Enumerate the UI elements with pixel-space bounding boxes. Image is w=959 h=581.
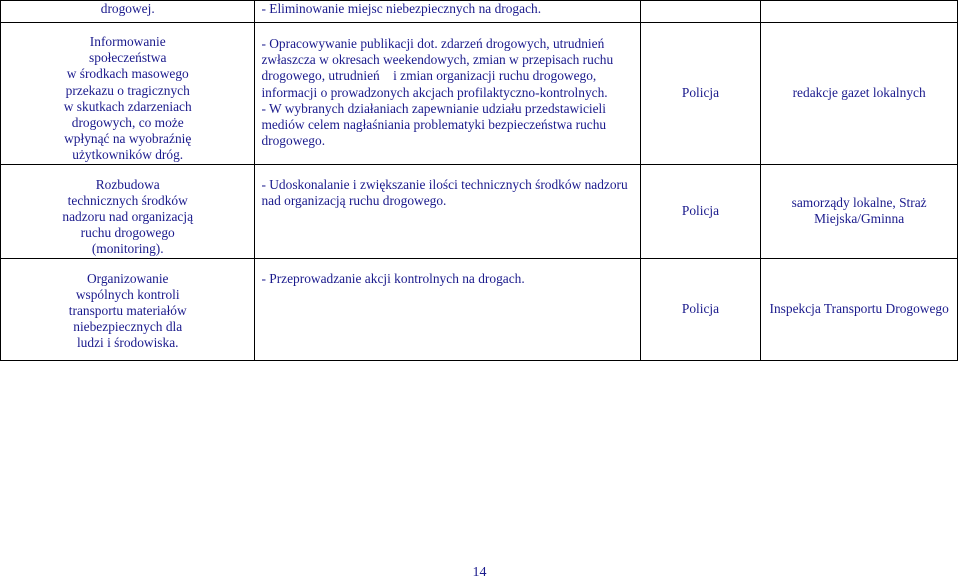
action-cell (255, 1, 640, 23)
objective-line: przekazu o tragicznych (65, 82, 190, 98)
objective-cell (1, 164, 255, 258)
objective-line: społeczeństwa (89, 50, 167, 66)
objective-line: transportu materiałów (68, 303, 187, 319)
responsible-cell (640, 23, 761, 165)
table-row (1, 164, 958, 258)
objective-cell (1, 258, 255, 360)
action-line: - Opracowywanie publikacji dot. zdarzeń drogowych, utrudnień (261, 36, 605, 51)
action-line: drogowego, utrudnień i zmian organizacji ruchu drogowego, (261, 68, 597, 84)
action-cell (255, 164, 640, 258)
responsible-cell (640, 164, 761, 258)
objective-line: Organizowanie (86, 270, 169, 286)
action-cell (255, 258, 640, 360)
partner-line: samorządy lokalne, Straż (791, 194, 927, 210)
objective-line: w środkach masowego (66, 66, 189, 82)
action-line: - Udoskonalanie i zwiększanie ilości technicznych środków nadzoru (261, 176, 628, 192)
objective-line: (monitoring). (91, 241, 164, 257)
responsible-text: Policja (681, 203, 720, 219)
objective-line: w skutkach zdarzeniach (63, 98, 192, 114)
objective-line: drogowych, co może (71, 115, 184, 131)
objective-line: nadzoru nad organizacją (62, 209, 194, 225)
action-cell (255, 23, 640, 165)
table-row (1, 258, 958, 360)
partner-cell (761, 164, 958, 258)
objective-line: wpłynąć na wyobraźnię (64, 131, 192, 147)
action-line: informacji o prowadzonych akcjach profilaktyczno-kontrolnych. (261, 84, 608, 100)
action-line: - Przeprowadzanie akcji kontrolnych na drogach. (261, 270, 525, 286)
table-row (1, 23, 958, 165)
action-line: mediów celem nagłaśniania problematyki bezpieczeństwa ruchu (261, 117, 607, 133)
action-line: drogowego. (261, 133, 326, 149)
objective-line: ludzi i środowiska. (76, 335, 179, 351)
responsible-cell (640, 1, 761, 23)
objective-line: ruchu drogowego (80, 225, 175, 241)
objective-line: niebezpiecznych dla (73, 319, 183, 335)
objective-line: technicznych środków (67, 192, 188, 208)
action-line: nad organizacją ruchu drogowego. (261, 192, 447, 208)
responsible-text: Policja (681, 85, 720, 101)
objective-cell (1, 23, 255, 165)
partner-line: Miejska/Gminna (814, 211, 905, 227)
action-text: - Eliminowanie miejsc niebezpiecznych na drogach. (261, 1, 542, 16)
objective-line: Rozbudowa (95, 176, 160, 192)
objective-text: drogowej. (100, 1, 155, 16)
partner-text: Inspekcja Transportu Drogowego (769, 301, 949, 317)
objective-line: użytkowników dróg. (72, 147, 184, 163)
action-line: - W wybranych działaniach zapewnianie udziału przedstawicieli (261, 100, 606, 116)
partner-cell (761, 1, 958, 23)
responsible-cell (640, 258, 761, 360)
partner-cell (761, 258, 958, 360)
partner-cell (761, 23, 958, 165)
table-row (1, 1, 958, 23)
partner-text: redakcje gazet lokalnych (792, 85, 926, 101)
objective-cell (1, 1, 255, 23)
objective-line: Informowanie (89, 34, 166, 49)
objective-line: wspólnych kontroli (75, 286, 180, 302)
responsible-text: Policja (681, 301, 720, 317)
page-number: 14 (472, 565, 487, 580)
action-line: zwłaszcza w okresach weekendowych, zmian w przepisach ruchu (261, 52, 614, 68)
